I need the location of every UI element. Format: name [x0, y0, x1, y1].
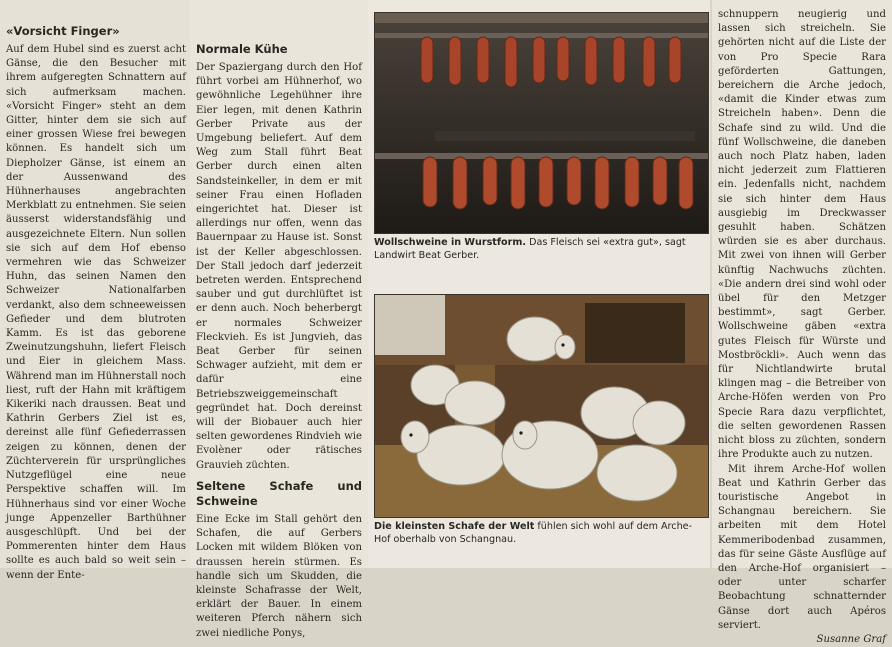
sausage-photo-caption — [374, 236, 704, 262]
caption-text: Das Fleisch sei «extra gut», sagt Landwirt Beat Gerber. — [374, 237, 686, 261]
column-2 — [190, 0, 368, 639]
section-heading-normale-kuehe: Normale Kühe — [196, 42, 288, 56]
paragraph: Der Spaziergang durch den Hof führt vorbei am Hühnerhof, wo gewöhnliche Legehühner ihre Eier legen, mit denen Kathrin Gerber Private aus der Umgebung beliefert. Auf dem Weg zum Stall führt Beat Gerber durch einen alten Sandsteinkeller, in dem er mit seiner Frau einen Hofladen eingerichtet hat. Dieser ist allerdings nur offen, wenn das Bauernpaar zu Hause ist. Sonst ist der Keller abgeschlossen. Der Stall jedoch darf jederzeit betreten werden. Entsprechend sauber und gut durchlüftet ist er denn auch. Noch beherbergt er normales Schweizer Fleckvieh. Es ist Jungvieh, das Beat Gerber für seinen Schwager aufzieht, mit dem er dafür eine Betriebszweiggemeinschaft gegründet hat. Doch dereinst will der Biobauer auch hier selten gewordenes Rindvieh wie Evolèner oder rätisches Grauvieh züchten. — [196, 62, 362, 471]
paragraph: Eine Ecke im Stall gehört den Schafen, die auf Gerbers Locken mit wildem Blöken von draussen herein stürmen. Es handle sich um Skudden, die kleinste Schafrasse der Welt, erklärt der Bauer. In einem weiteren Pferch nähern sich zwei niedliche Ponys, — [196, 513, 362, 639]
column-1 — [0, 0, 192, 581]
sheep-photo-caption — [374, 520, 704, 546]
sheep-illustration — [375, 295, 708, 517]
paragraph: schnuppern neugierig und lassen sich streicheln. Sie gehörten nicht auf die Liste der von Pro Specie Rara geförderten Gattungen, bereichern die Arche jedoch, «damit die Kinder etwas zum Streicheln haben». Denn die Schafe sind zu wild. Und die fünf Wollschweine, die daneben auch noch Platz haben, laden nicht jederzeit zum Flattieren ein. Jedenfalls nicht, nachdem sie sich hinter dem Haus ausgiebig im Dreckwasser gesuhlt haben. Schätzen würden sie es aber durchaus. Mit zwei von ihnen will Gerber künftig Nachwuchs züchten. «Die andern drei sind wohl oder übel für den Metzger bestimmt», sagt Gerber. Wollschweine gäben «extra gutes Fleisch für Würste und Mostbröckli». Auch wenn das für Nichtlandwirte brutal klingen mag – die Betreiber von Arche-Höfen werden von Pro Specie Rara dazu verpflichtet, die selten gewordenen Rassen nicht bloss zu züchten, sondern ihre Produkte auch zu nutzen. — [718, 9, 886, 461]
section-heading-vorsicht-finger: «Vorsicht Finger» — [6, 24, 120, 38]
paragraph: Auf dem Hubel sind es zuerst acht Gänse, die den Besucher mit ihrem aufgeregten Schnattern auf sich aufmerksam machen. «Vorsicht Finger» steht an dem Gitter, hinter dem sie sich auf einer grossen Wiese frei bewegen können. Es handelt sich um Diepholzer Gänse, ist einem an der Aussenwand des Hühnerhauses angebrachten Merkblatt zu entnehmen. Sie seien äusserst widerstandsfähig und ausgezeichnete Eltern. Nun sollen sie sich auf dem Hof ebenso vermehren wie das Schweizer Huhn, das seinen Namen den Schweizer Nationalfarben verdankt, also dem schneeweissen Gefieder und dem blutroten Kamm. Es ist das geborene Zweinutzungshuhn, liefert Fleisch und Eier in gleichem Mass. Während man im Hühnerstall noch liest, ruft der Hahn mit kräftigem Kikeriki nach draussen. Beat und Kathrin Gerbers Ziel ist es, dereinst alle fünf Gefiederrassen zeigen zu können, denen der Züchterverein für ursprüngliches Nutzgeflügel eine neue Perspektive schaffen will. Im Hühnerhaus sind vor einer Woche junge Appenzeller Barthühner ausgeschlüpft. Und bei der Pommerenten hinter dem Haus sollte es auch bald so weit sein – wenn der Ente- — [6, 44, 186, 581]
author-signature: Susanne Graf — [816, 633, 886, 645]
section-heading-seltene-schafe: Seltene Schafe und Schweine — [196, 478, 362, 508]
caption-bold: Die kleinsten Schafe der Welt — [374, 521, 535, 532]
column-4 — [712, 0, 892, 645]
sausage-photo — [374, 12, 709, 234]
sheep-photo — [374, 294, 709, 518]
caption-text: fühlen sich wohl auf dem Arche-Hof oberhalb von Schangnau. — [374, 521, 693, 545]
caption-bold: Wollschweine in Wurstform. — [374, 237, 527, 248]
paragraph: Mit ihrem Arche-Hof wollen Beat und Kathrin Gerber das touristische Angebot in Schangnau bereichern. Sie arbeiten mit dem Hotel Kemmeribodenbad zusammen, das für seine Gäste Ausflüge auf den Arche-Hof organisiert – oder unter scharfer Beobachtung schnatternder Gänse dort auch Apéros serviert. — [718, 463, 886, 631]
sausage-illustration — [375, 13, 708, 233]
